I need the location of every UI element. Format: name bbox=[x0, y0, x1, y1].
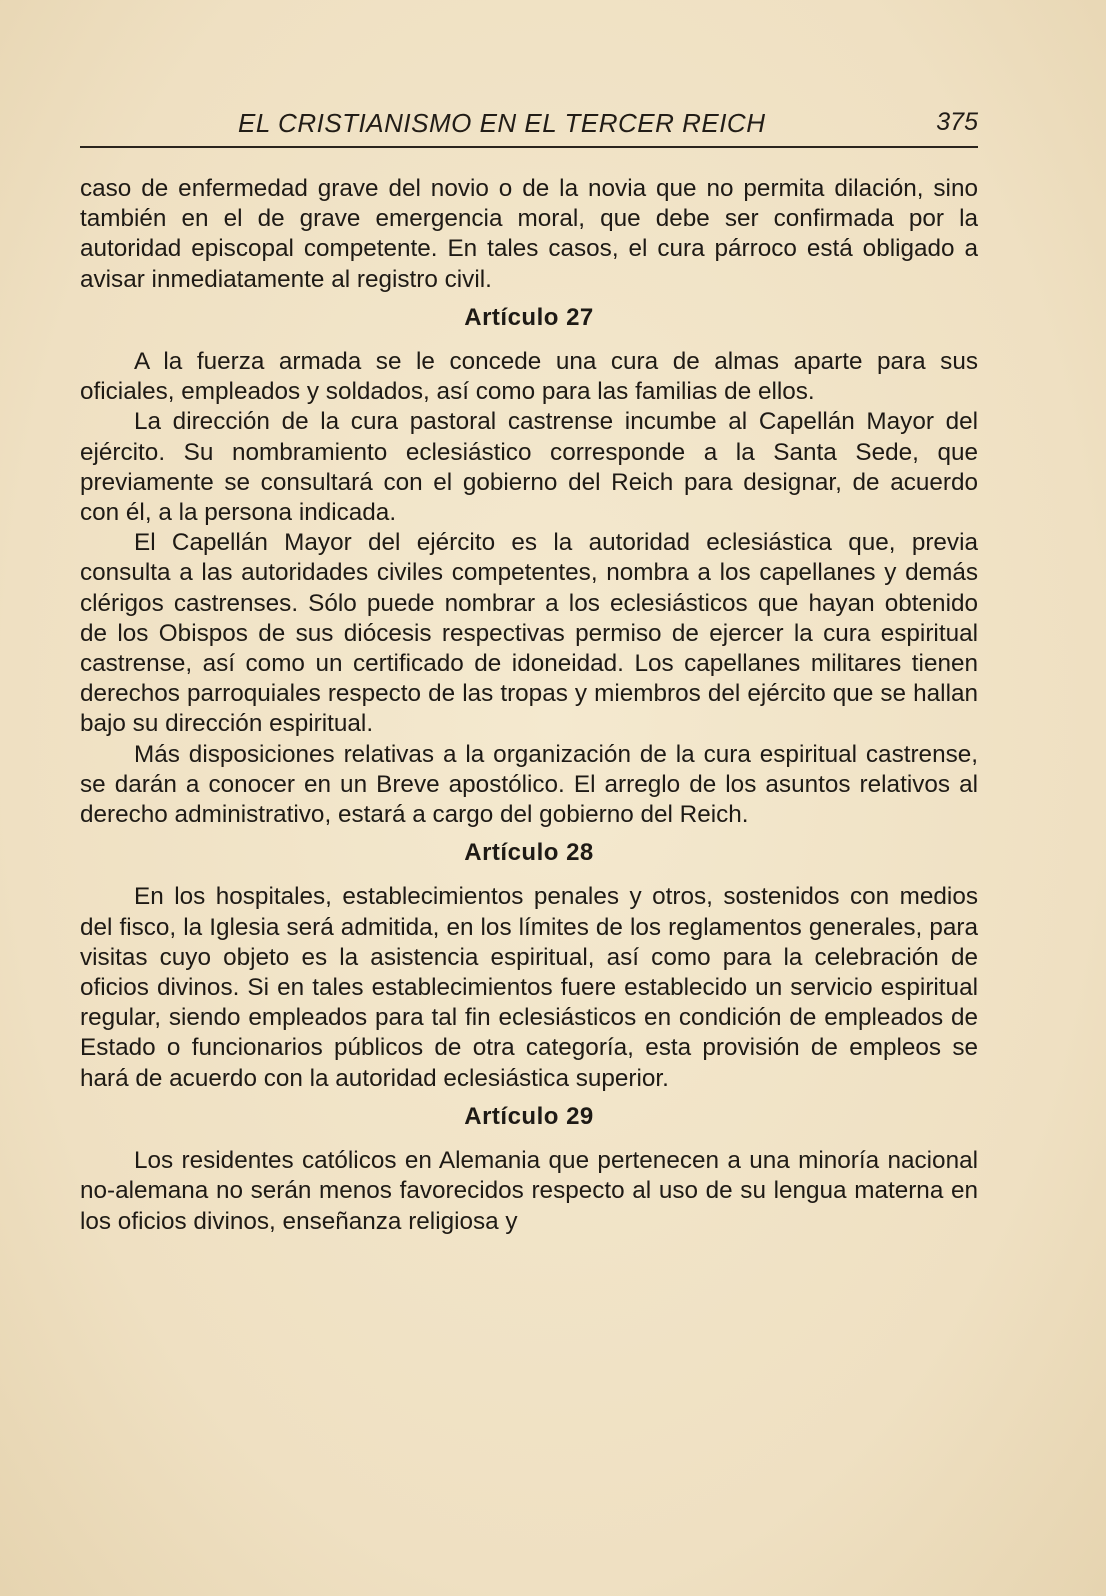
article-27-paragraph-1: A la fuerza armada se le concede una cura de almas aparte para sus oficiales, empleados y soldados, así como para las familias de ellos. bbox=[80, 348, 978, 406]
article-27-paragraph-2: La dirección de la cura pastoral castrense incumbe al Capellán Mayor del ejército. Su nombramiento eclesiástico corresponde a la Santa Sede, que previamente se consultará con el gobierno del Reich para designar, de acuerdo con él, a la persona indicada. bbox=[80, 408, 978, 527]
article-27-heading: Artículo 27 bbox=[464, 303, 594, 331]
article-28-paragraph-1: En los hospitales, establecimientos penales y otros, sostenidos con medios del fisco, la Iglesia será admitida, en los límites de los reglamentos generales, para visitas cuyo objeto es la asistencia espiritual, así como para la celebración de oficios divinos. Si en tales establecimientos fuere establecido un servicio espiritual regular, siendo empleados para tal fin eclesiásticos en condición de empleados de Estado o funcionarios públicos de otra categoría, esta provisión de empleos se hará de acuerdo con la autoridad eclesiástica superior. bbox=[80, 883, 978, 1092]
intro-paragraph: caso de enfermedad grave del novio o de la novia que no permita dilación, sino también en el de grave emergencia moral, que debe ser confirmada por la autoridad episcopal competente. En tales casos, el cura párroco está obligado a avisar inmediatamente al registro civil. bbox=[80, 175, 978, 293]
article-27-paragraph-3: El Capellán Mayor del ejército es la autoridad eclesiástica que, previa consulta a las autoridades civiles competentes, nombra a los capellanes y demás clérigos castrenses. Sólo puede nombrar a los eclesiásticos que hayan obtenido de los Obispos de sus diócesis respectivas permiso de ejercer la cura espiritual castrense, así como un certificado de idoneidad. Los capellanes militares tienen derechos parroquiales respecto de las tropas y miembros del ejército que se hallan bajo su dirección espiritual. bbox=[80, 529, 978, 738]
running-title: EL CRISTIANISMO EN EL TERCER REICH bbox=[238, 108, 766, 138]
article-27-paragraph-4: Más disposiciones relativas a la organización de la cura espiritual castrense, se darán a conocer en un Breve apostólico. El arreglo de los asuntos relativos al derecho administrativo, estará a cargo del gobierno del Reich. bbox=[80, 740, 978, 829]
article-29-heading: Artículo 29 bbox=[464, 1102, 594, 1130]
page-number: 375 bbox=[936, 108, 978, 136]
article-29-paragraph-1: Los residentes católicos en Alemania que pertenecen a una minoría nacional no-alemana no serán menos favorecidos respecto al uso de su lengua materna en los oficios divinos, enseñanza religiosa y bbox=[80, 1147, 978, 1235]
header-rule bbox=[80, 146, 978, 148]
body-text bbox=[80, 174, 978, 1237]
page-header bbox=[80, 106, 978, 146]
article-28-heading: Artículo 28 bbox=[464, 839, 594, 867]
